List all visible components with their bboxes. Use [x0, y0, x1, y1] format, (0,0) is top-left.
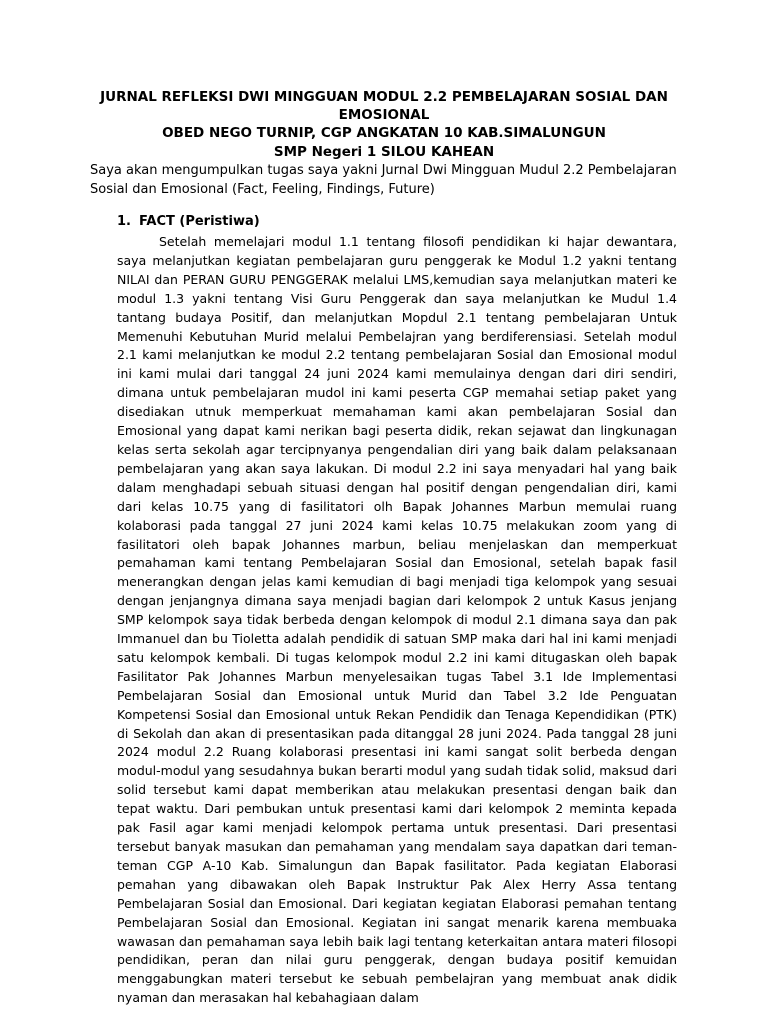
section-body — [117, 233, 677, 1008]
body-paragraph: Setelah memelajari modul 1.1 tentang filosofi pendidikan ki hajar dewantara, saya melanjutkan kegiatan pembelajaran guru penggerak ke Modul 1.2 yakni tentang NILAI dan PERAN GURU PENGGERAK melalui LMS,kemudian saya melanjutkan materi ke modul 1.3 yakni tentang Visi Guru Penggerak dan saya melanjutkan ke Mudul 1.4 tantang budaya Positif, dan melanjutkan Mopdul 2.1 tentang pembelajaran Untuk Memenuhi Kebutuhan Murid melalui Pembelajran yang berdiferensiasi. Setelah modul 2.1 kami melanjutkan ke modul 2.2 tentang pembelajaran Sosial dan Emosional modul ini kami mulai dari tanggal 24 juni 2024 kami memulainya dengan dari diri sendiri, dimana untuk pembelajaran mudol ini kami peserta CGP memahai setiap paket yang disediakan utnuk memperkuat memahaman kami akan pembelajaran Sosial dan Emosional yang dapat kami nerikan bagi peserta didik, rekan sejawat dan lingkunagan kelas serta sekolah agar tercipnyanya pengendalian diri yang baik dalam pelaksanaan pembelajaran yang akan saya lakukan. Di modul 2.2 ini saya menyadari hal yang baik dalam menghadapi sebuah situasi dengan hal positif dengan pengendalian diri, kami dari kelas 10.75 yang di fasilitatori olh Bapak Johannes Marbun memulai ruang kolaborasi pada tanggal 27 juni 2024 kami kelas 10.75 melakukan zoom yang di fasilitatori oleh bapak Johannes marbun, beliau menjelaskan dan memperkuat pemahaman kami tentang Pembelajaran Sosial dan Emosional, setelah bapak fasil menerangkan dengan jelas kami kemudian di bagi menjadi tiga kelompok yang sesuai dengan jenjangnya dimana saya menjadi bagian dari kelompok 2 untuk Kasus jenjang SMP kelompok saya tidak berbeda dengan kelompok di modul 2.1 dimana saya dan pak Immanuel dan bu Tioletta adalah pendidik di satuan SMP maka dari hal ini kami menjadi satu kelompok kembali. Di tugas kelompok modul 2.2 ini kami ditugaskan oleh bapak Fasilitator Pak Johannes Marbun menyelesaikan tugas Tabel 3.1 Ide Implementasi Pembelajaran Sosial dan Emosional untuk Murid dan Tabel 3.2 Ide Penguatan Kompetensi Sosial dan Emosional untuk Rekan Pendidik dan Tenaga Kependidikan (PTK) di Sekolah dan akan di presentasikan pada ditanggal 28 juni 2024. Pada tanggal 28 juni 2024 modul 2.2 Ruang kolaborasi presentasi ini kami sangat solit berbeda dengan modul-modul yang sesudahnya bukan berarti modul yang sudah tidak solid, maksud dari solid tersebut kami dapat memberikan atau melakukan presentasi dengan baik dan tepat waktu. Dari pembukan untuk presentasi kami dari kelompok 2 meminta kepada pak Fasil agar kami menjadi kelompok pertama untuk presentasi. Dari presentasi tersebut banyak masukan dan pemahaman yang mendalam saya dapatkan dari teman-teman CGP A-10 Kab. Simalungun dan Bapak fasilitator. Pada kegiatan Elaborasi pemahan yang dibawakan oleh Bapak Instruktur Pak Alex Herry Assa tentang Pembelajaran Sosial dan Emosional. Dari kegiatan kegiatan Elaborasi pemahan tentang Pembelajaran Sosial dan Emosional. Kegiatan ini sangat menarik karena membuaka wawasan dan pemahaman saya lebih baik lagi tentang keterkaitan antara materi filosopi pendidikan, peran dan nilai guru penggerak, dengan budaya positif kemuidan menggabungkan materi tersebut ke sebuah pembelajran yang membuat anak didik nyaman dan merasakan hal kebahagiaan dalam — [117, 234, 677, 1006]
section-heading-text: FACT (Peristiwa) — [139, 214, 260, 229]
author-line: OBED NEGO TURNIP, CGP ANGKATAN 10 KAB.SIMALUNGUN — [162, 125, 606, 141]
section-heading — [117, 213, 260, 231]
intro-paragraph: Saya akan mengumpulkan tugas saya yakni Jurnal Dwi Mingguan Mudul 2.2 Pembelajaran Sosial dan Emosional (Fact, Feeling, Findings, Future) — [90, 163, 677, 197]
school-line: SMP Negeri 1 SILOU KAHEAN — [273, 144, 495, 160]
document-title: JURNAL REFLEKSI DWI MINGGUAN MODUL 2.2 PEMBELAJARAN SOSIAL DAN EMOSIONAL — [100, 89, 668, 123]
section-number: 1. — [117, 214, 131, 229]
